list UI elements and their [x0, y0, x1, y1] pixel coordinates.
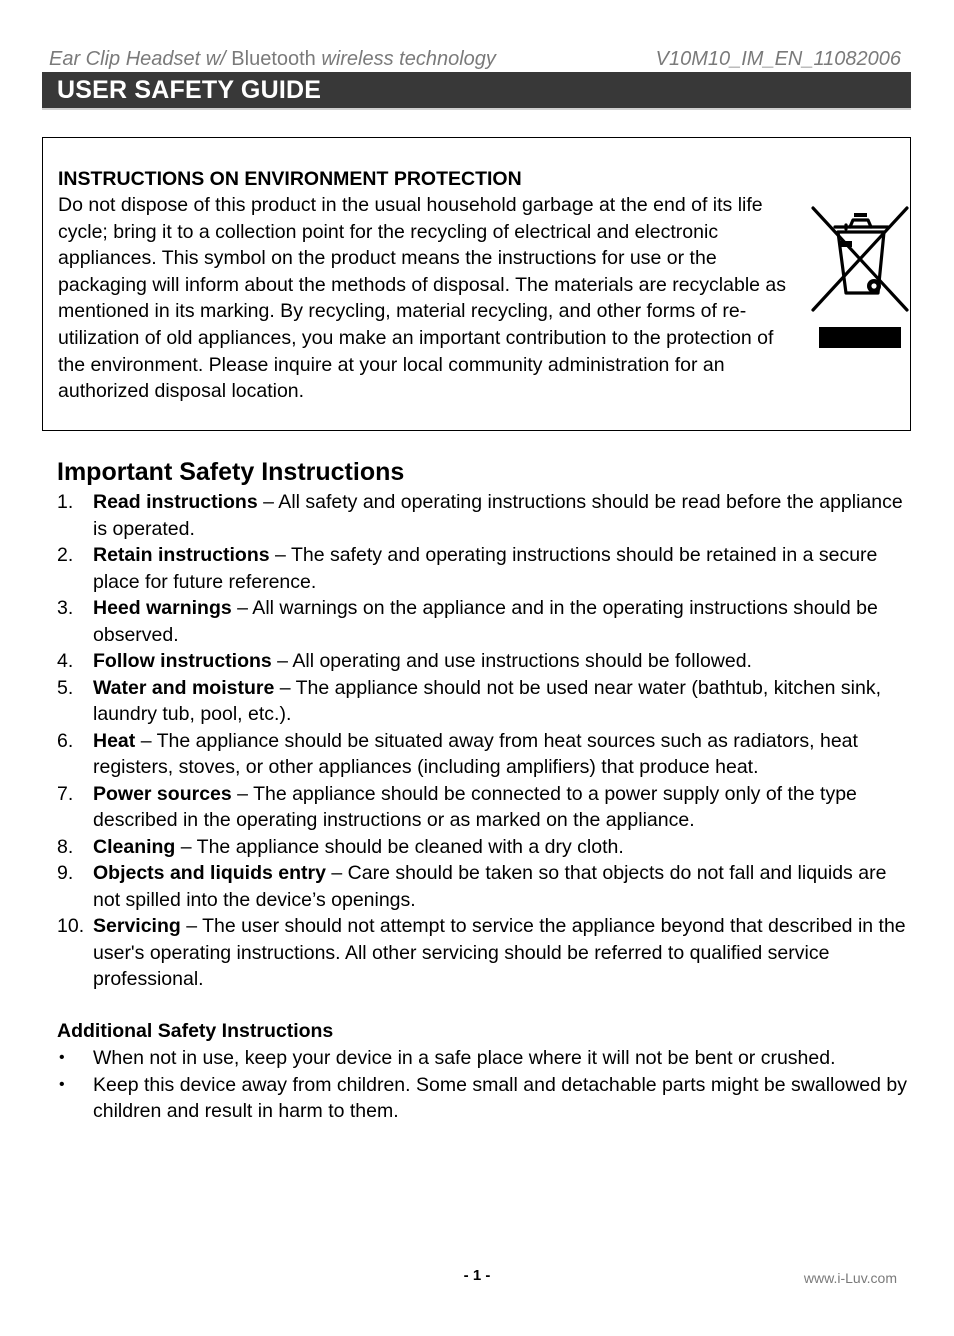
item-term: Power sources	[93, 782, 232, 805]
item-number: 8.	[57, 835, 74, 858]
item-term: Heed warnings	[93, 597, 232, 619]
crossed-out-wheelie-bin-icon	[810, 205, 910, 313]
item-term: Heat	[93, 729, 136, 752]
list-item	[57, 542, 917, 595]
item-text: – All safety and operating instructions should be read before the appliance is operated.	[93, 491, 903, 540]
website-url: www.i-Luv.com	[803, 1270, 897, 1286]
running-header-title	[49, 48, 496, 71]
list-item	[57, 595, 917, 648]
item-text: When not in use, keep your device in a safe place where it will not be bent or crushed.	[93, 1047, 836, 1069]
list-item	[57, 489, 917, 542]
list-item	[57, 781, 917, 834]
item-text: – The appliance should be cleaned with a dry cloth.	[175, 835, 624, 858]
item-text: – The appliance should be connected to a power supply only of the type described in the operating instructions or as marked on the appliance.	[93, 782, 857, 831]
item-term: Read instructions	[93, 491, 258, 513]
item-number: 7.	[57, 782, 74, 805]
list-item	[57, 860, 917, 913]
item-term: Servicing	[93, 915, 181, 937]
item-text: – The appliance should be situated away from heat sources such as radiators, heat registers, stoves, or other appliances (including amplifiers) that produce heat.	[93, 729, 858, 778]
item-term: Retain instructions	[93, 544, 270, 566]
bin-underline-bar	[819, 327, 901, 348]
item-number: 9.	[57, 862, 74, 884]
environment-body: Do not dispose of this product in the usual household garbage at the end of its life cycle; bring it to a collection point for the recycling of electrical and electronic appliances. This symbol on the product means the instructions for use or the packaging will inform about the methods of disposal. The materials are recyclable as mentioned in its marking. By recycling, material recycling, and other forms of re-utilization of old appliances, you make an important contribution to the protection of the environment. Please inquire at your local community administration for an authorized disposal location.	[58, 194, 787, 403]
header-title-bluetooth: Bluetooth	[231, 48, 316, 70]
section-banner	[42, 72, 911, 110]
safety-section-title: Important Safety Instructions	[57, 458, 405, 486]
item-number: 3.	[57, 597, 74, 619]
bullet-icon: •	[59, 1049, 65, 1066]
item-term: Objects and liquids entry	[93, 862, 326, 884]
item-number: 5.	[57, 676, 74, 699]
item-text: – Care should be taken so that objects do not fall and liquids are not spilled into the device’s openings.	[93, 862, 887, 911]
item-text: – All operating and use instructions should be followed.	[271, 650, 752, 672]
list-item	[57, 913, 917, 993]
item-text: – The user should not attempt to service the appliance beyond that described in the user's operating instructions. All other servicing should be referred to qualified service professional.	[93, 915, 906, 990]
item-term: Follow instructions	[93, 650, 272, 672]
list-item	[57, 1072, 917, 1125]
list-item	[57, 648, 917, 675]
item-text: – All warnings on the appliance and in the operating instructions should be observed.	[93, 597, 878, 646]
page-number: - 1 -	[463, 1267, 491, 1284]
item-number: 6.	[57, 729, 74, 752]
item-number: 1.	[57, 491, 74, 513]
list-item	[57, 834, 917, 861]
list-item	[57, 675, 917, 728]
environment-title: INSTRUCTIONS ON ENVIRONMENT PROTECTION	[58, 168, 522, 190]
additional-safety-list	[57, 1045, 917, 1125]
safety-instructions-list	[57, 489, 917, 993]
list-item	[57, 1045, 917, 1072]
header-title-part: Ear Clip Headset w/	[49, 48, 232, 70]
environment-protection-box	[42, 137, 911, 431]
section-banner-title: USER SAFETY GUIDE	[57, 76, 322, 104]
item-term: Water and moisture	[93, 676, 275, 699]
list-item	[57, 728, 917, 781]
item-text: – The safety and operating instructions should be retained in a secure place for future reference.	[93, 544, 878, 593]
item-term: Cleaning	[93, 835, 176, 858]
document-code: V10M10_IM_EN_11082006	[655, 48, 901, 70]
item-text: Keep this device away from children. Some small and detachable parts might be swallowed by children and result in harm to them.	[93, 1073, 908, 1122]
header-title-part: wireless technology	[315, 48, 496, 70]
item-number: 10.	[57, 915, 85, 937]
item-number: 4.	[57, 650, 74, 672]
item-number: 2.	[57, 544, 74, 566]
additional-safety-title: Additional Safety Instructions	[57, 1020, 334, 1042]
bullet-icon: •	[59, 1075, 65, 1093]
item-text: – The appliance should not be used near water (bathtub, kitchen sink, laundry tub, pool, etc.).	[93, 676, 882, 725]
